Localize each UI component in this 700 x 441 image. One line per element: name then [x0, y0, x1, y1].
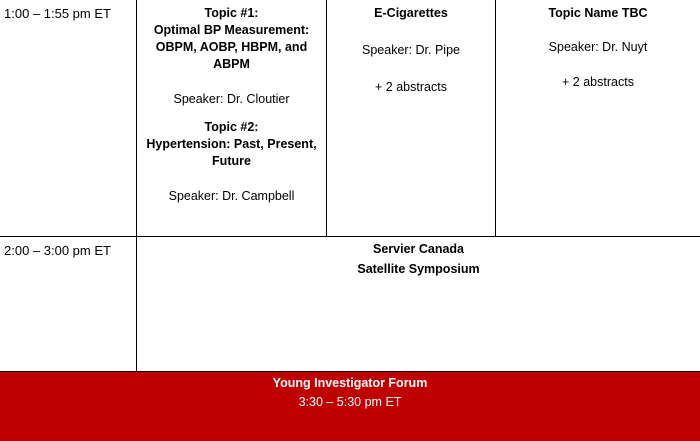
- topic2-speaker: Speaker: Dr. Campbell: [168, 189, 295, 203]
- topic2-title-line: Hypertension: Past, Present,: [146, 137, 317, 151]
- time-cell-1: [0, 0, 136, 236]
- time-label: 1:00 – 1:55 pm ET: [4, 6, 111, 21]
- session-cell-ecigarettes: [327, 5, 495, 96]
- topic1-heading: Topic #1:: [204, 6, 259, 20]
- session-title: E-Cigarettes: [374, 6, 448, 20]
- symposium-title-line: Satellite Symposium: [357, 262, 480, 276]
- session-cell-topics: [137, 5, 326, 205]
- topic1-title-line: OBPM, AOBP, HBPM, and: [155, 40, 308, 54]
- young-investigator-banner: [0, 372, 700, 441]
- symposium-title-line: Servier Canada: [372, 242, 465, 256]
- topic2-title-line: Future: [212, 154, 251, 168]
- session-extra: + 2 abstracts: [375, 80, 447, 94]
- session-speaker: Speaker: Dr. Pipe: [362, 43, 460, 57]
- session-title: Topic Name TBC: [548, 6, 648, 20]
- session-extra: + 2 abstracts: [562, 75, 634, 89]
- banner-title: Young Investigator Forum: [272, 376, 428, 390]
- session-cell-servier: [137, 241, 700, 278]
- topic1-title-line: Optimal BP Measurement:: [153, 23, 310, 37]
- banner-time: 3:30 – 5:30 pm ET: [298, 395, 402, 409]
- topic2-heading: Topic #2:: [204, 120, 259, 134]
- session-cell-tbc: [496, 5, 700, 91]
- topic1-title-line: ABPM: [213, 57, 250, 71]
- session-speaker: Speaker: Dr. Nuyt: [548, 40, 648, 54]
- topic1-speaker: Speaker: Dr. Cloutier: [173, 92, 290, 106]
- time-label: 2:00 – 3:00 pm ET: [4, 243, 111, 258]
- time-cell-2: [0, 237, 136, 371]
